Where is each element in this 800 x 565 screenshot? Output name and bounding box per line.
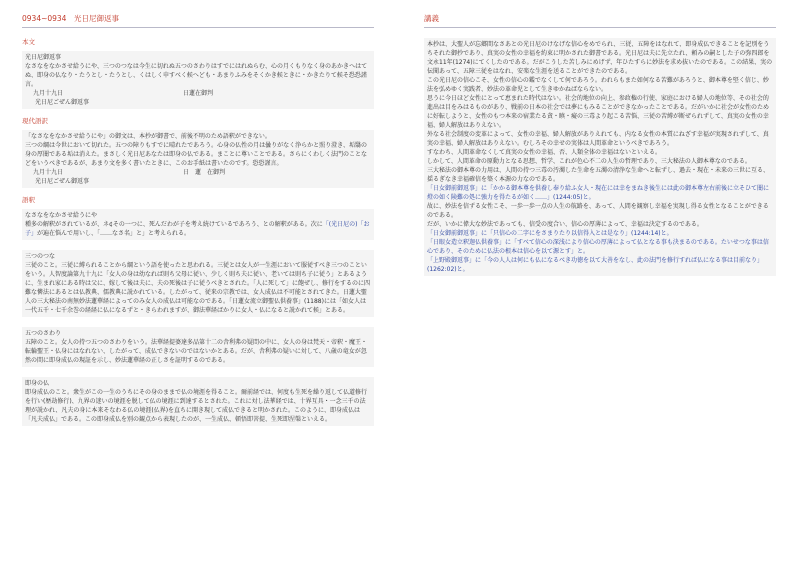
lecture-quote: 「日眼女造立釈迦仏供養事」に「すべて信心の深浅により信心の厚薄によって仏となる事も決まるのである。たいせつな事は信心であり、そのために仏法の根本は信心を以て源とす」と。 [427,239,769,255]
right-column [424,14,776,276]
term-block [22,209,374,240]
lecture-paragraph: この光日尼の信心こそ、女性の信心の鑑でなくして何であろう。われらもまた如何なる苦難があろうと、御本尊を堅く信じ、妙法を弘めゆく実践者、妙法の革命児として生きゆかねばならない。 [427,77,769,93]
lecture-header: 講義 [424,14,776,28]
lecture-quote: 「日女御前御返事」に「かかる御本尊を供養し奉り給ふ女人・現在には幸をまねき後生には此の御本尊左右前後に立そひて闇に燈の如く険難の処に強力を得たるが如く……」(1244:05)と。 [427,185,770,201]
document-header: 0934~0934 光日尼御返事 [22,14,374,28]
lecture-quote: 「日女御前御返事」に「只信心の二字にをさまりたり以信得入とは是なり」(1244:14)と。 [427,230,673,237]
term-body: 即身成仏のこと。衆生がこの一生のうちにその身のままで仏の境涯を得ること。爾前経では、何度も生死を繰り返して仏道修行を行い(歴劫修行)、九界の迷いの境涯を脱して仏の境涯に到達するとされた。これに対し法華経では、十界互具・一念三千の法理が説かれ、凡夫の身に本来そなわる仏の境涯(仏界)を直ちに開き現して成仏できると明かされた。このように、即身成仏は「凡夫成仏」である。この即身成仏を別の観点から表現したのが、一生成仏、頓悟即菩提、生死即涅槃といえる。 [25,389,368,423]
gendai-date: 九月十九日 [33,169,64,176]
term-block [22,377,374,426]
gendai-paragraph: 三つの綱は今世において切れた。五つの障りもすでに晴れたであろう。心身の仏性の月は曇りがなく浄らかと照り澄き、垢翳の身の厚闇である垢は消えた。まさしく光日尼あなたは即身の仏である。まことに尊いことである。さらにくわしく法門のことなどをいうべきであるが、あまり文を多く書いたときに、このお手紙は書いたのです。恐恐謹言。 [25,142,368,167]
lecture-paragraph: 外なる社会制度の変革によって、女性の幸福、婦人解放がありえれても、内なる女性の本質にねざす幸福が実現されずして、真実の幸福、婦人解放はありえない。むしろその幸せの実体は人間革命というべきであろう。 [427,131,769,147]
honbun-text-block [22,51,374,109]
term-label: 三つのつな [25,253,56,260]
honbun-signature [25,89,371,98]
term-label: 即身の仏 [25,380,50,387]
lecture-paragraph: 本抄は、大聖人が忘郷間なさあとの光日尼のけなげな信心をめでられ、三従、五障をはなれて、即身成仏できることを記別をうちそれた御抄であり、真実の女性の幸福を約束に明かされた御書である。光日尼は夫に先立たれ、頼みの嗣とした子の弥四郎を文永11年(1274)にてくしたのである。だがこうした苦しみにめげず、年ひたすらに妙法を求め抜いたのである。この結果、実の伝聞あって、五障三従をはなれ、安楽な生涯を送ることができたのである。 [427,41,773,75]
honbun-date: 九月十九日 [33,90,64,97]
lecture-paragraph: 思うに今日ほど女性にとって恵まれた時代はない。社会的地位の向上、参政権の行使、家庭における婦人の地位等、その社会的進出は目をみはるものがあり、戦前の日本の社会では夢にもみることができなかったことである。だがいかに社会が女性のために好転しようと、女性のもつ本来の宿業たる貪・瞋・癡の三毒より起こる苦悩、三従の苦縛が断ぜられずして、真実の女性の幸福、婦人解放はありえない。 [427,95,770,129]
lecture-paragraph: すなわち、人間革命なくして真実の女性の幸福、否、人類全体の幸福はないといえる。 [427,149,662,156]
lecture-text-block [424,38,776,276]
term-label: 五つのさわり [25,330,62,337]
honbun-heading: 本文 [22,38,35,46]
term-body: 三従のこと。三従に縛られることから綱という語を使ったと思われる。三従とは女人が一生涯において服従すべき三つのこといをいう。人智度論第九十九に「女人の身は幼なれば則ち父母に従い、少しく則ち夫に従い、老いては則ち子に従う」とあるように、生まれ家にある時は父に、嫁して後は夫に、夫の死後は子に従うべきとされた。「人に死して」に飽ぜし、修行をするのに四難な憐法にあるとは仏教典、儒教典に説かれている。したがって、従来の宗教では、女人成仏は不可能とされてきた。日蓮大聖人の三大秘法の南無妙法蓮華経によってのみ女人の成仏は可能なのである。「日蓮女流立御聖仏供養事」(1188)には「如女人は一代五千・七千余巻の経経に仏になるずと・きらわれますが、御法華経ばかりに女人・仏になると説かれて候」とある。 [25,262,371,314]
term-highlight: 「(光日尼の)「お子」 [25,221,370,237]
honbun-recipient: 光日尼ごぜん御返事 [35,99,90,106]
honbun-sender: 日蓮在御判 [183,90,214,97]
term-body: 五障のこと。女人の持つ五つのさわりをいう。法華経提婆達多品第十二の舎利弗の疑問の中に、女人の身は梵天・帝釈・魔王・転輪聖王・仏身にはなれない、したがって、成仏できないのではないかとある。だが、舎利弗の疑いに対して、八歳の竜女が忽然の間に即身成仏の現証を示し、妙法蓮華経の正しさを証明するのである。 [25,339,368,364]
term-block [22,250,374,317]
term-body [25,220,371,238]
term-label: なさなをなかさせ給うにや [25,212,98,219]
gendai-sender: 日 蓮 在御判 [183,169,226,176]
gendai-recipient: 光日尼ごぜん御返事 [35,178,90,185]
lecture-paragraph: 故に、妙法を信ずる女性こそ、一歩一歩一点の人生の航路を、あって、人間を観察し幸福を実現し得る女性となることができるのである。 [427,203,769,219]
left-column [22,14,374,427]
gendai-text-block [22,130,374,188]
gendai-heading: 現代語訳 [22,117,48,125]
gendai-signature [25,168,371,177]
honbun-body: なさなをなかさせ給うにや、三つのつなは今生に切れぬ五つのさわりはすでにはれぬらむ、心の月くもりなく身のあかきへはてぬ、即身の仏なり・たうとし・たうとし、くはしく申すべく候へども・あまりふみをそくかき候ときに・かきたりて候そ恐恐謹言。 [25,63,368,88]
lecture-quote: 「上野殿御返事」に「今の人人は何にも仏になるべき功徳を以て大善をなし、此の法門を修行すれば仏になる事は目前なり」(1262:02)と。 [427,257,764,273]
goshaku-heading: 語釈 [22,196,35,204]
term-body-text: 種多の解釈がされているが、ネ¢その一つに、死んだわが子を考え続けているであろう、との解釈がある。次に [25,221,323,228]
lecture-paragraph: だが、いかに偉大な妙法であっても、信受の度合い、信心の厚薄によって、幸福は決定するのである。 [427,221,703,228]
honbun-title: 光日尼御返事 [25,54,62,61]
gendai-paragraph: 「なさなをなかさせ給うにや」の御文は、本抄が御書で、前後不明のため語釈ができない。 [25,133,271,140]
term-body-tail: が遍在悩んで用いし、「……なさ名」と」と考えられる。 [37,230,191,237]
term-block [22,327,374,367]
lecture-paragraph: しかして、人間革命の原動力となる思想、哲学、これが色心不二の人生の哲理であり、三大秘法の人御本尊なのである。 [427,158,751,165]
lecture-paragraph: 三大秘法の御本尊の力用は、人間の持つ三毒の汚濁した生命を五濁の清浄な生命へと転ずし、過去・現在・未来の三世に互る、揺るぎなき幸福確信を築く本源の力なのである。 [427,167,770,183]
